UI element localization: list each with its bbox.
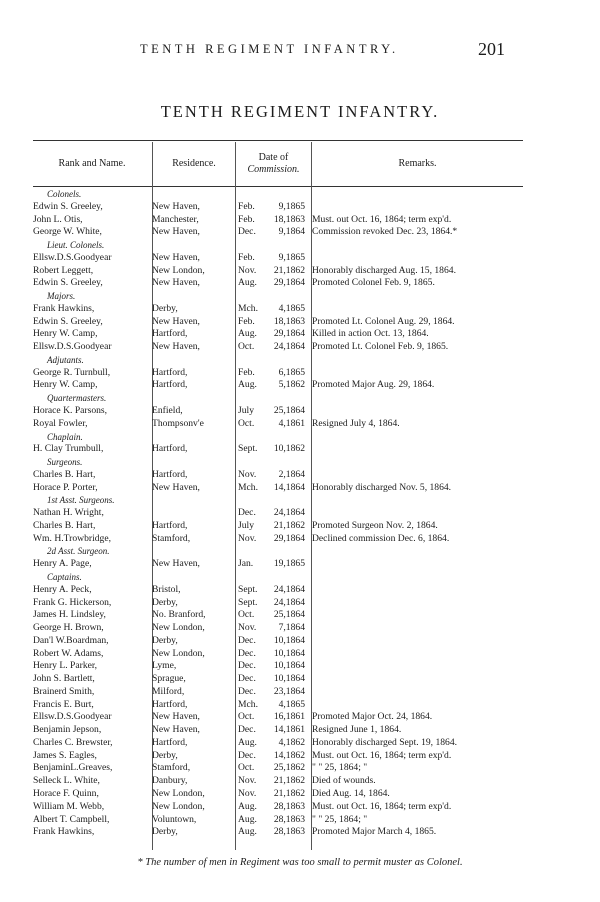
- commission-date: 9,1865: [278, 200, 305, 212]
- table-row: [33, 699, 523, 712]
- commission-date: 18,1863: [273, 315, 305, 327]
- commission-month: Sept.: [238, 443, 258, 455]
- table-row: [33, 558, 523, 571]
- table-row: [33, 750, 523, 763]
- footnote: * The number of men in Regiment was too small to permit muster as Colonel.: [137, 857, 463, 868]
- commission-date: 28,1863: [273, 813, 305, 825]
- commission-month: Feb.: [238, 213, 255, 225]
- commission-month: Jan.: [238, 558, 254, 570]
- officer-name: Wm. H.Trowbridge,: [33, 532, 111, 544]
- residence-cell: Hartford,: [152, 366, 188, 378]
- commission-date: 29,1864: [273, 328, 305, 340]
- commission-date: 25,1864: [273, 609, 305, 621]
- commission-month: Oct.: [238, 711, 255, 723]
- commission-month: Aug.: [238, 826, 257, 838]
- commission-month: Dec.: [238, 685, 256, 697]
- column-header-name: [33, 142, 151, 186]
- table-row: [33, 686, 523, 699]
- residence-cell: Hartford,: [152, 698, 188, 710]
- table-row: [33, 341, 523, 354]
- section-label: Adjutants.: [47, 354, 84, 365]
- table-row: [33, 775, 523, 788]
- section-heading: [33, 290, 523, 303]
- residence-cell: Stamford,: [152, 532, 191, 544]
- residence-cell: New London,: [152, 264, 205, 276]
- remarks-cell: Resigned June 1, 1864.: [312, 724, 402, 736]
- section-heading: [33, 431, 523, 444]
- commission-month: Dec.: [238, 673, 256, 685]
- running-head: [0, 39, 600, 62]
- officer-name: Henry W. Camp,: [33, 379, 98, 391]
- commission-date: 24,1864: [273, 507, 305, 519]
- header-date-line2: Commission.: [247, 164, 300, 175]
- commission-date: 24,1864: [273, 341, 305, 353]
- commission-month: Nov.: [238, 622, 257, 634]
- commission-month: July: [238, 405, 254, 417]
- table-top-rule: [33, 140, 523, 141]
- commission-date: 2,1864: [278, 468, 305, 480]
- officer-name: George W. White,: [33, 226, 102, 238]
- table-row: [33, 584, 523, 597]
- commission-month: Oct.: [238, 762, 255, 774]
- commission-date: 7,1864: [278, 622, 305, 634]
- officer-name: Dan'l W.Boardman,: [33, 634, 109, 646]
- officer-name: Henry W. Camp,: [33, 328, 98, 340]
- officer-name: Frank Hawkins,: [33, 826, 95, 838]
- commission-month: Oct.: [238, 341, 255, 353]
- officer-name: Frank G. Hickerson,: [33, 596, 112, 608]
- header-name-label: Rank and Name.: [58, 158, 126, 169]
- table-row: [33, 801, 523, 814]
- commission-month: Dec.: [238, 647, 256, 659]
- commission-date: 18,1863: [273, 213, 305, 225]
- table-row: [33, 226, 523, 239]
- residence-cell: New London,: [152, 647, 205, 659]
- residence-cell: Thompsonv'e: [152, 417, 204, 429]
- residence-cell: Derby,: [152, 749, 178, 761]
- commission-month: Dec.: [238, 749, 256, 761]
- table-row: [33, 507, 523, 520]
- table-row: [33, 609, 523, 622]
- commission-month: Dec.: [238, 724, 256, 736]
- remarks-cell: Commission revoked Dec. 23, 1864.*: [312, 226, 458, 238]
- section-heading: [33, 545, 523, 558]
- commission-month: Dec.: [238, 634, 256, 646]
- section-label: Majors.: [47, 291, 76, 302]
- officer-name: Royal Fowler,: [33, 417, 88, 429]
- officer-name: Brainerd Smith,: [33, 685, 95, 697]
- column-header-remarks: [312, 142, 523, 186]
- residence-cell: Hartford,: [152, 328, 188, 340]
- commission-month: Dec.: [238, 507, 256, 519]
- commission-month: Aug.: [238, 800, 257, 812]
- commission-month: Sept.: [238, 583, 258, 595]
- column-header-residence: [153, 142, 235, 186]
- section-label: Captains.: [47, 571, 82, 582]
- commission-date: 4,1862: [278, 736, 305, 748]
- section-heading: [33, 239, 523, 252]
- officer-name: Horace K. Parsons,: [33, 405, 108, 417]
- header-residence-label: Residence.: [172, 158, 216, 169]
- residence-cell: Derby,: [152, 596, 178, 608]
- table-row: [33, 214, 523, 227]
- residence-cell: No. Branford,: [152, 609, 206, 621]
- residence-cell: Manchester,: [152, 213, 199, 225]
- officer-table: [33, 188, 523, 839]
- commission-date: 10,1864: [273, 647, 305, 659]
- commission-month: Oct.: [238, 417, 255, 429]
- section-label: 1st Asst. Surgeons.: [47, 495, 115, 506]
- officer-name: Edwin S. Greeley,: [33, 315, 103, 327]
- running-title: TENTH REGIMENT INFANTRY.: [140, 42, 399, 56]
- table-row: [33, 711, 523, 724]
- section-label: 2d Asst. Surgeon.: [47, 546, 110, 557]
- officer-name: Ellsw.D.S.Goodyear: [33, 251, 112, 263]
- commission-date: 29,1864: [273, 277, 305, 289]
- officer-name: Robert Leggett,: [33, 264, 94, 276]
- table-row: [33, 826, 523, 839]
- table-row: [33, 469, 523, 482]
- commission-month: Aug.: [238, 813, 257, 825]
- remarks-cell: Promoted Major Oct. 24, 1864.: [312, 711, 433, 723]
- commission-month: Aug.: [238, 379, 257, 391]
- residence-cell: New London,: [152, 787, 205, 799]
- commission-date: 4,1865: [278, 302, 305, 314]
- commission-date: 25,1862: [273, 762, 305, 774]
- officer-name: Albert T. Campbell,: [33, 813, 110, 825]
- residence-cell: New Haven,: [152, 724, 200, 736]
- residence-cell: Lyme,: [152, 660, 177, 672]
- officer-name: Henry L. Parker,: [33, 660, 98, 672]
- commission-date: 16,1861: [273, 711, 305, 723]
- commission-date: 24,1864: [273, 596, 305, 608]
- table-row: [33, 737, 523, 750]
- commission-month: Dec.: [238, 226, 256, 238]
- remarks-cell: Promoted Colonel Feb. 9, 1865.: [312, 277, 435, 289]
- commission-month: Oct.: [238, 609, 255, 621]
- commission-month: Feb.: [238, 200, 255, 212]
- commission-date: 4,1861: [278, 417, 305, 429]
- commission-month: Mch.: [238, 302, 258, 314]
- remarks-cell: Honorably discharged Aug. 15, 1864.: [312, 264, 456, 276]
- officer-name: H. Clay Trumbull,: [33, 443, 104, 455]
- remarks-cell: " " 25, 1864; ": [312, 813, 368, 825]
- table-row: [33, 303, 523, 316]
- residence-cell: New Haven,: [152, 341, 200, 353]
- officer-name: John L. Otis,: [33, 213, 83, 225]
- commission-date: 10,1862: [273, 443, 305, 455]
- officer-name: Horace F. Quinn,: [33, 787, 99, 799]
- residence-cell: Milford,: [152, 685, 185, 697]
- commission-month: Nov.: [238, 775, 257, 787]
- officer-name: Edwin S. Greeley,: [33, 277, 103, 289]
- residence-cell: Derby,: [152, 826, 178, 838]
- table-row: [33, 316, 523, 329]
- table-row: [33, 201, 523, 214]
- residence-cell: Derby,: [152, 302, 178, 314]
- remarks-cell: Died Aug. 14, 1864.: [312, 787, 390, 799]
- section-label: Chaplain.: [47, 431, 83, 442]
- table-row: [33, 724, 523, 737]
- residence-cell: Hartford,: [152, 736, 188, 748]
- commission-date: 5,1862: [278, 379, 305, 391]
- commission-date: 21,1862: [273, 264, 305, 276]
- table-row: [33, 277, 523, 290]
- officer-name: Henry A. Peck,: [33, 583, 92, 595]
- table-row: [33, 482, 523, 495]
- commission-date: 9,1865: [278, 251, 305, 263]
- section-heading: [33, 354, 523, 367]
- officer-name: Benjamin Jepson,: [33, 724, 102, 736]
- commission-date: 24,1864: [273, 583, 305, 595]
- residence-cell: New London,: [152, 622, 205, 634]
- commission-date: 10,1864: [273, 673, 305, 685]
- officer-name: Ellsw.D.S.Goodyear: [33, 711, 112, 723]
- commission-date: 14,1864: [273, 481, 305, 493]
- page-number: 201: [478, 39, 505, 59]
- residence-cell: New London,: [152, 800, 205, 812]
- officer-name: William M. Webb,: [33, 800, 105, 812]
- section-label: Quartermasters.: [47, 393, 107, 404]
- commission-month: Aug.: [238, 736, 257, 748]
- residence-cell: New Haven,: [152, 315, 200, 327]
- officer-name: Francis E. Burt,: [33, 698, 94, 710]
- commission-date: 25,1864: [273, 405, 305, 417]
- commission-date: 28,1863: [273, 800, 305, 812]
- remarks-cell: Must. out Oct. 16, 1864; term exp'd.: [312, 800, 452, 812]
- table-row: [33, 367, 523, 380]
- residence-cell: New Haven,: [152, 711, 200, 723]
- table-row: [33, 648, 523, 661]
- officer-name: George H. Brown,: [33, 622, 104, 634]
- section-heading: [33, 571, 523, 584]
- residence-cell: New Haven,: [152, 251, 200, 263]
- page-title: TENTH REGIMENT INFANTRY.: [160, 102, 440, 121]
- section-heading: [33, 188, 523, 201]
- remarks-cell: Promoted Surgeon Nov. 2, 1864.: [312, 519, 438, 531]
- officer-name: Robert W. Adams,: [33, 647, 104, 659]
- residence-cell: Hartford,: [152, 468, 188, 480]
- commission-date: 6,1865: [278, 366, 305, 378]
- commission-month: Nov.: [238, 468, 257, 480]
- remarks-cell: Declined commission Dec. 6, 1864.: [312, 532, 450, 544]
- commission-month: Nov.: [238, 787, 257, 799]
- table-row: [33, 520, 523, 533]
- commission-date: 21,1862: [273, 787, 305, 799]
- officer-name: Charles B. Hart,: [33, 519, 96, 531]
- table-row: [33, 814, 523, 827]
- commission-month: July: [238, 519, 254, 531]
- commission-date: 10,1864: [273, 660, 305, 672]
- commission-date: 29,1864: [273, 532, 305, 544]
- table-row: [33, 443, 523, 456]
- section-heading: [33, 456, 523, 469]
- table-row: [33, 762, 523, 775]
- commission-month: Feb.: [238, 315, 255, 327]
- commission-date: 23,1864: [273, 685, 305, 697]
- commission-date: 9,1864: [278, 226, 305, 238]
- table-row: [33, 622, 523, 635]
- commission-month: Mch.: [238, 481, 258, 493]
- commission-date: 10,1864: [273, 634, 305, 646]
- table-row: [33, 328, 523, 341]
- residence-cell: New Haven,: [152, 481, 200, 493]
- remarks-cell: Killed in action Oct. 13, 1864.: [312, 328, 429, 340]
- officer-name: Charles C. Brewster,: [33, 736, 113, 748]
- residence-cell: Hartford,: [152, 443, 188, 455]
- commission-date: 14,1862: [273, 749, 305, 761]
- officer-name: Henry A. Page,: [33, 558, 92, 570]
- residence-cell: Derby,: [152, 634, 178, 646]
- commission-date: 21,1862: [273, 775, 305, 787]
- residence-cell: New Haven,: [152, 200, 200, 212]
- officer-name: Frank Hawkins,: [33, 302, 95, 314]
- table-row: [33, 265, 523, 278]
- table-row: [33, 788, 523, 801]
- table-row: [33, 660, 523, 673]
- officer-name: Charles B. Hart,: [33, 468, 96, 480]
- remarks-cell: Promoted Major March 4, 1865.: [312, 826, 437, 838]
- officer-name: Ellsw.D.S.Goodyear: [33, 341, 112, 353]
- section-label: Surgeons.: [47, 457, 83, 468]
- commission-date: 19,1865: [273, 558, 305, 570]
- table-row: [33, 379, 523, 392]
- officer-name: John S. Bartlett,: [33, 673, 95, 685]
- commission-date: 28,1863: [273, 826, 305, 838]
- officer-name: Selleck L. White,: [33, 775, 100, 787]
- table-row: [33, 252, 523, 265]
- officer-name: Edwin S. Greeley,: [33, 200, 103, 212]
- commission-month: Feb.: [238, 366, 255, 378]
- officer-name: Horace P. Porter,: [33, 481, 98, 493]
- remarks-cell: Must. out Oct. 16, 1864; term exp'd.: [312, 749, 452, 761]
- remarks-cell: Resigned July 4, 1864.: [312, 417, 400, 429]
- commission-month: Mch.: [238, 698, 258, 710]
- remarks-cell: Promoted Lt. Colonel Aug. 29, 1864.: [312, 315, 455, 327]
- remarks-cell: Must. out Oct. 16, 1864; term exp'd.: [312, 213, 452, 225]
- commission-month: Dec.: [238, 660, 256, 672]
- commission-month: Aug.: [238, 277, 257, 289]
- remarks-cell: Died of wounds.: [312, 775, 376, 787]
- residence-cell: New Haven,: [152, 226, 200, 238]
- officer-name: James H. Lindsley,: [33, 609, 106, 621]
- commission-date: 4,1865: [278, 698, 305, 710]
- header-bottom-rule: [33, 186, 523, 187]
- residence-cell: Danbury,: [152, 775, 188, 787]
- table-row: [33, 673, 523, 686]
- officer-name: George R. Turnbull,: [33, 366, 111, 378]
- table-row: [33, 405, 523, 418]
- commission-month: Feb.: [238, 251, 255, 263]
- commission-month: Nov.: [238, 532, 257, 544]
- table-row: [33, 418, 523, 431]
- remarks-cell: Promoted Lt. Colonel Feb. 9, 1865.: [312, 341, 449, 353]
- residence-cell: Stamford,: [152, 762, 191, 774]
- table-row: [33, 635, 523, 648]
- remarks-cell: Honorably discharged Sept. 19, 1864.: [312, 736, 458, 748]
- commission-month: Sept.: [238, 596, 258, 608]
- remarks-cell: Promoted Major Aug. 29, 1864.: [312, 379, 435, 391]
- officer-name: BenjaminL.Greaves,: [33, 762, 113, 774]
- residence-cell: Voluntown,: [152, 813, 197, 825]
- table-row: [33, 533, 523, 546]
- header-remarks-label: Remarks.: [398, 158, 437, 169]
- section-heading: [33, 494, 523, 507]
- residence-cell: Bristol,: [152, 583, 181, 595]
- table-row: [33, 597, 523, 610]
- section-label: Colonels.: [47, 189, 82, 199]
- residence-cell: New Haven,: [152, 558, 200, 570]
- column-header-date: [236, 142, 311, 186]
- residence-cell: Hartford,: [152, 519, 188, 531]
- residence-cell: New Haven,: [152, 277, 200, 289]
- commission-date: 14,1861: [273, 724, 305, 736]
- commission-month: Aug.: [238, 328, 257, 340]
- residence-cell: Enfield,: [152, 405, 183, 417]
- residence-cell: Sprague,: [152, 673, 186, 685]
- section-label: Lieut. Colonels.: [47, 240, 105, 251]
- commission-date: 21,1862: [273, 519, 305, 531]
- residence-cell: Hartford,: [152, 379, 188, 391]
- officer-name: Nathan H. Wright,: [33, 507, 104, 519]
- commission-month: Nov.: [238, 264, 257, 276]
- section-heading: [33, 392, 523, 405]
- officer-name: James S. Eagles,: [33, 749, 97, 761]
- remarks-cell: Honorably discharged Nov. 5, 1864.: [312, 481, 452, 493]
- remarks-cell: " " 25, 1864; ": [312, 762, 368, 774]
- header-date-line1: Date of: [258, 152, 289, 163]
